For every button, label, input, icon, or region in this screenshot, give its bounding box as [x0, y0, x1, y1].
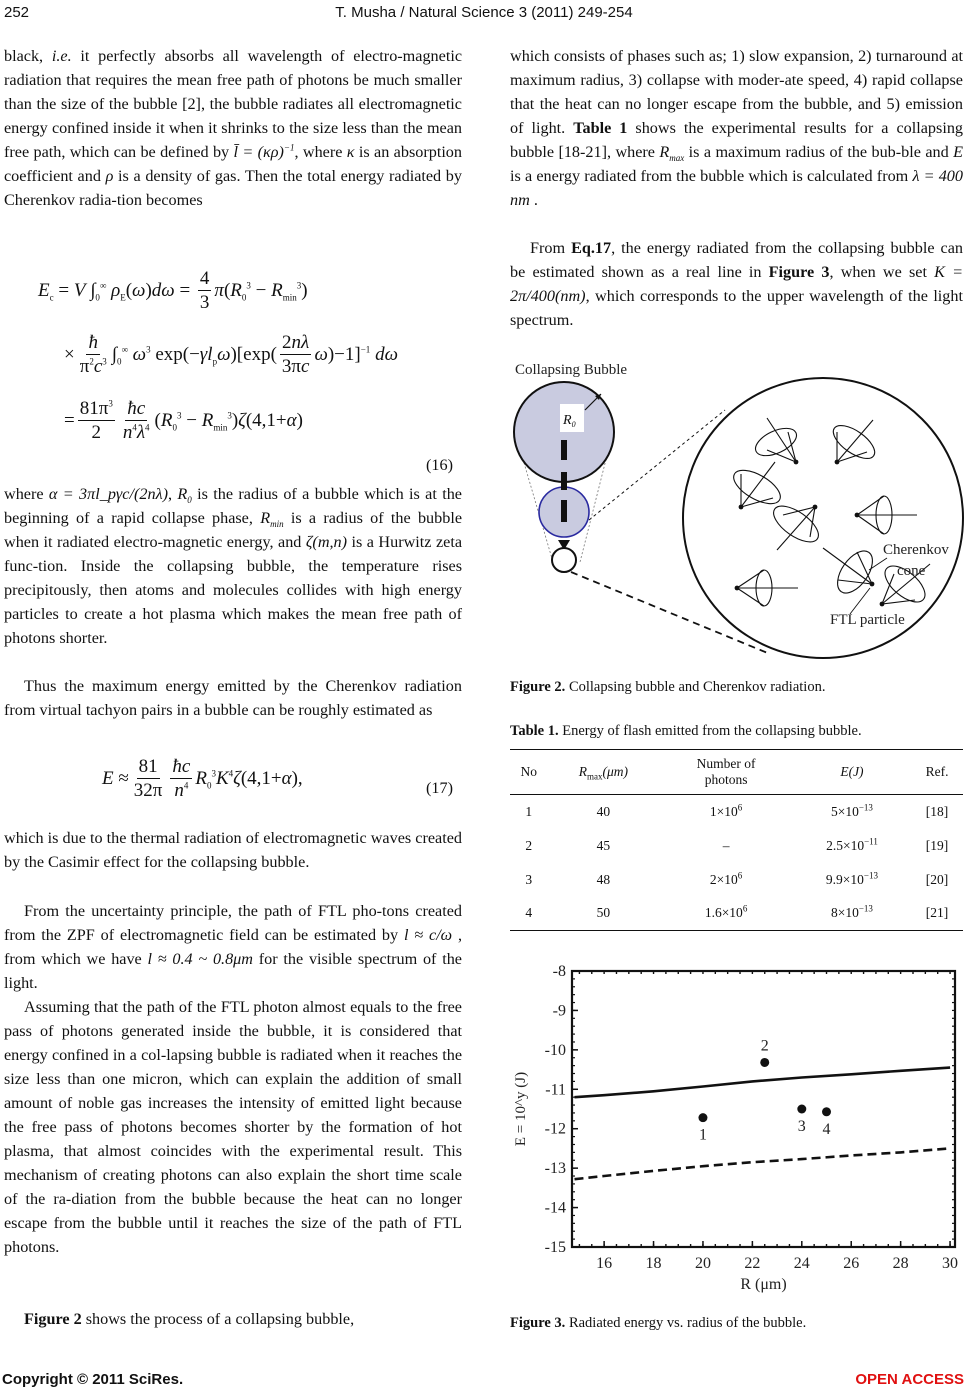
ftl-particle-label: FTL particle: [830, 612, 905, 628]
x-axis-label: R (μm): [740, 1276, 787, 1293]
math-zeta: ζ(m,n): [305, 533, 348, 551]
left-para-6: Assuming that the path of the FTL photon almost equals to the free pass of photons generated inside the bubble, it is considered that energy confined in a col-lapsing bubble is radiated when it reaches the size less than one micron, which can explain the addition of small amount of noble gas increases the intensity of emitted light because the free pass of photons becomes shorter by the formation of hot plasma, that almost coincides with the experimental result. This mechanism of creating photons can also explain the short time scale of the ra-diation from the bubble because the heat can no longer escape from the bubble until it reaches the size of the path of FTL photons.: [4, 998, 462, 1256]
col-header-ref: Ref.: [925, 764, 949, 779]
y-tick-label: -9: [552, 1002, 566, 1020]
x-tick-label: 20: [694, 1255, 711, 1272]
left-para-4: which is due to the thermal radiation of electromagnetic waves created by the Casimir effect for the collapsing bubble.: [4, 829, 462, 871]
cell-no: 4: [525, 905, 533, 921]
table-1: [510, 749, 963, 931]
equation-17-reference[interactable]: Eq.17: [571, 239, 612, 257]
y-tick-label: -8: [552, 963, 566, 980]
cell-photons: $2\times 10^6$: [709, 870, 743, 887]
cell-energy: $5\times 10^{-13}$: [830, 802, 873, 819]
right-para-2: From Eq.17, the energy radiated from the collapsing bubble can be estimated shown as a real line in Figure 3, when we set K = 2π/400(nm), which corresponds to the upper wavelength of the light spectrum.: [510, 239, 964, 329]
x-tick-label: 18: [645, 1255, 662, 1272]
cell-rmax: 40: [596, 803, 611, 819]
math-k-definition: K = 2π/400(nm): [510, 263, 964, 305]
plot-frame: [572, 971, 955, 1247]
math-rmin: $R_{min}$: [260, 509, 284, 530]
copyright-notice: Copyright © 2011 SciRes.: [2, 1371, 184, 1388]
equation-17-number: (17): [426, 779, 453, 797]
col-header-no: No: [520, 764, 537, 779]
table-row: [510, 795, 963, 829]
figure-3-chart: [505, 950, 967, 1300]
equation-17: E ≈ $\frac{81}{32\pi}$ $\frac{ħc}{n^4}$ $R_0^3K^4\zeta(4,1+\alpha)$,: [102, 756, 303, 801]
col-header-rmax: $R_{max}(\mu m)$: [578, 764, 628, 782]
x-tick-label: 30: [942, 1255, 959, 1272]
cherenkov-cone-label: Cherenkov: [883, 542, 949, 558]
figure-2-diagram: [505, 352, 967, 662]
text: , where: [294, 143, 347, 161]
data-point-label: 1: [698, 1126, 707, 1144]
data-point: [760, 1058, 769, 1067]
y-axis-label: E = 10^y (J): [513, 1071, 529, 1147]
math-rmax: $R_{max}$: [659, 143, 685, 164]
series-dashed-line: [575, 1148, 951, 1179]
math-mean-free-path: l̄ = $(\kappa\rho)^{-1}$: [233, 142, 295, 161]
math-kappa: κ: [346, 143, 355, 161]
x-tick-label: 26: [843, 1255, 860, 1272]
y-tick-label: -11: [545, 1081, 566, 1099]
tiny-bubble: [552, 548, 576, 572]
page-number: 252: [4, 4, 30, 21]
math-r0: $R_0$: [177, 485, 192, 506]
table-row: [510, 829, 963, 863]
data-point: [797, 1105, 806, 1114]
text: it perfectly absorbs all wavelength of electro-magnetic radiation that requires the mean free path of photons be much smaller than the size of the bubble [2], the bubble radiates all electromagnetic energy confined inside it when it shrinks to the size less than the mean free path, which can be defined by: [4, 47, 463, 161]
cell-ref-link[interactable]: [18]: [925, 803, 949, 819]
table-header-row: [510, 750, 963, 795]
cell-energy: $8\times 10^{-13}$: [830, 903, 873, 921]
series-solid-line: [575, 1068, 951, 1098]
math-path-range: l ≈ 0.4 ~ 0.8μm: [147, 950, 253, 968]
y-tick-label: -15: [544, 1239, 566, 1256]
equation-16-line-3: = $\frac{81\pi^3}{2}$ $\frac{ħc}{n^4\lambda^4}$ $(R_0^3 - R_{min}^3)\zeta(4,1+\alpha)$: [64, 398, 303, 443]
math-lambda: λ = 400 nm: [510, 167, 963, 209]
text: is an absorption coefficient and: [4, 143, 462, 185]
cell-photons: –: [722, 837, 730, 853]
math-rho: ρ: [105, 167, 114, 185]
cell-rmax: 48: [596, 871, 611, 887]
data-point: [822, 1107, 831, 1116]
math-path-estimate: l ≈ c/ω: [403, 926, 453, 944]
left-para-1: [4, 44, 462, 212]
figure-3-reference[interactable]: Figure 3: [768, 263, 830, 281]
table-row: [510, 863, 963, 897]
left-para-2: where α = 3πl_pγc/(2nλ), $R_0$ is the radius of a bubble which is at the beginning of a rapid collapse phase, $R_{min}$ is a radius of the bubble when it radiated electro-magnetic energy, and ζ(m,n) is a Hurwitz zeta func-tion. Inside the collapsing bubble, the temperature rises precipitously, then atoms and molecules collides with high energy particles to create a hot plasma which makes the mean free path of photons shorter.: [4, 485, 462, 647]
figure-3-caption: Figure 3. Radiated energy vs. radius of the bubble.: [510, 1315, 807, 1331]
cell-ref-link[interactable]: [21]: [925, 905, 949, 921]
data-point-label: 3: [797, 1118, 806, 1135]
equation-16-number: (16): [426, 456, 453, 474]
open-access-badge[interactable]: OPEN ACCESS: [855, 1371, 964, 1388]
left-para-7: Figure 2 shows the process of a collapsing bubble,: [24, 1310, 355, 1328]
equation-16-line-1: $E_c = V$ $\int_0^\infty$ $\rho_E(\omega)d\omega$ = $\frac{4}{3}$ $\pi(R_0^3 - R_{min}^3)$: [38, 268, 308, 313]
table-row: [510, 897, 963, 931]
cell-no: 3: [525, 871, 533, 887]
figure-2-title-label: Collapsing Bubble: [515, 362, 628, 378]
x-tick-label: 22: [744, 1255, 761, 1272]
table-1-reference[interactable]: Table 1: [573, 119, 628, 137]
radius-label: $R_0$: [563, 413, 576, 429]
cell-photons: $1.6\times 10^6$: [704, 903, 748, 921]
figure-2-reference[interactable]: Figure 2: [24, 1310, 82, 1328]
cell-ref-link[interactable]: [19]: [925, 837, 949, 853]
cell-photons: $1\times 10^6$: [709, 802, 743, 819]
left-para-5: From the uncertainty principle, the path of FTL pho-tons created from the ZPF of electromagnetic field can be estimated by l ≈ c/ω , from which we have l ≈ 0.4 ~ 0.8μm for the visible spectrum of the light.: [4, 902, 463, 992]
figure-2-caption: Figure 2. Collapsing bubble and Cherenkov radiation.: [510, 679, 826, 695]
y-tick-label: -13: [544, 1160, 566, 1178]
cell-energy: $2.5\times 10^{-11}$: [826, 836, 878, 853]
cell-no: 1: [525, 803, 533, 819]
col-header-energy: E(J): [840, 764, 864, 779]
text-italic: i.e.: [51, 47, 72, 65]
text: black,: [4, 47, 52, 65]
left-para-3: Thus the maximum energy emitted by the Cherenkov radiation from virtual tachyon pairs in a bubble can be roughly estimated as: [4, 677, 462, 719]
running-title: T. Musha / Natural Science 3 (2011) 249-254: [335, 4, 633, 21]
table-1-caption: Table 1. Energy of flash emitted from the collapsing bubble.: [510, 723, 862, 739]
x-tick-label: 24: [793, 1255, 810, 1272]
x-tick-label: 16: [596, 1255, 613, 1272]
data-point-label: 4: [822, 1120, 831, 1138]
data-point-label: 2: [760, 1037, 769, 1055]
equation-16-line-2: × $\frac{ħ}{\pi^2c^3}$ $\int_0^\infty$ $\omega^3$ $\exp(-\gamma l_p\omega)[\exp$( $\frac{2n\lambda}{3\pi c}$ ω)−1]$^{-1}$ dω: [64, 332, 398, 377]
text: is a density of gas. Then the total energy radiated by Cherenkov radia-tion becomes: [4, 167, 462, 209]
right-para-1: which consists of phases such as; 1) slow expansion, 2) turnaround at maximum radius, 3) collapse with moder-ate speed, 4) rapid collapse that the heat can no longer escape from the bubble, and 5) emission of light. Table 1 shows the experimental results for a collapsing bubble [18-21], where $R_{max}$ is a maximum radius of the bub-ble and E is a energy radiated from the bubble which is calculated from λ = 400 nm .: [510, 47, 964, 209]
y-tick-label: -12: [544, 1120, 566, 1138]
math-alpha-definition: α = 3πl_pγc/(2nλ): [48, 485, 168, 503]
cell-ref-link[interactable]: [20]: [925, 871, 949, 887]
cherenkov-cone-label-2: cone: [897, 563, 926, 579]
data-point: [698, 1113, 707, 1122]
cell-energy: $9.9\times 10^{-13}$: [825, 870, 878, 887]
col-header-photons: Number of photons: [696, 756, 756, 787]
zoomed-bubble-interior: [683, 378, 963, 658]
x-tick-label: 28: [892, 1255, 909, 1272]
y-tick-label: -10: [544, 1041, 566, 1059]
y-tick-label: -14: [544, 1199, 566, 1217]
cell-rmax: 50: [596, 905, 611, 921]
cell-rmax: 45: [596, 837, 611, 853]
cell-no: 2: [525, 837, 533, 853]
